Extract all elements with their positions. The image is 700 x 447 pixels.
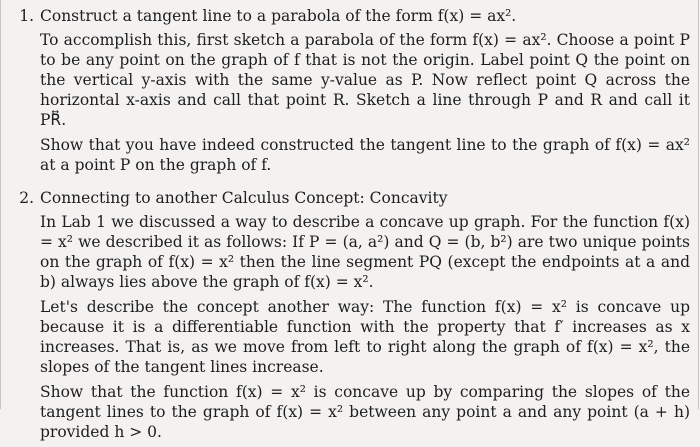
page-border-right [698, 0, 699, 409]
problem-1-body [40, 6, 690, 180]
problem-2-paragraph: Show that the function f(x) = x² is concave up by comparing the slopes of the tangent lines to the graph of f(x) = x² between any point a and any point (a + h) provided h > 0. [40, 383, 690, 441]
problem-2-title: Connecting to another Calculus Concept: Concavity [40, 189, 448, 207]
problem-2-paragraph: Let's describe the concept another way: The function f(x) = x² is concave up because it is a differentiable function with the property that f′ increases as x increases. That is, as we move from left to right along the graph of f(x) = x², the slopes of the tangent lines increase. [40, 298, 690, 376]
problem-1-paragraph: Show that you have indeed constructed the tangent line to the graph of f(x) = ax² at a point P on the graph of f. [40, 136, 690, 174]
problem-1-paragraph: To accomplish this, first sketch a parabola of the form f(x) = ax². Choose a point P to be any point on the graph of f that is not the origin. Label point Q the point on the vertical y-axis with the same y-value as P. Now reflect point Q across the horizontal x-axis and call that point R. Sketch a line through P and R and call it PR⃡. [40, 31, 690, 129]
problem-1-number: 1. [19, 7, 34, 25]
page-border-left [0, 0, 1, 409]
problem-2-paragraph: In Lab 1 we discussed a way to describe a concave up graph. For the function f(x) = x² we described it as follows: If P = (a, a²) and Q = (b, b²) are two unique points on the graph of f(x) = x² then the line segment PQ (except the endpoints at a and b) always lies above the graph of f(x) = x². [40, 213, 690, 291]
problem-2-body [40, 188, 690, 447]
problem-1-title: Construct a tangent line to a parabola of the form f(x) = ax². [40, 7, 517, 25]
problem-2-number: 2. [19, 189, 34, 207]
problem-2 [8, 188, 690, 447]
problem-1 [8, 6, 690, 180]
